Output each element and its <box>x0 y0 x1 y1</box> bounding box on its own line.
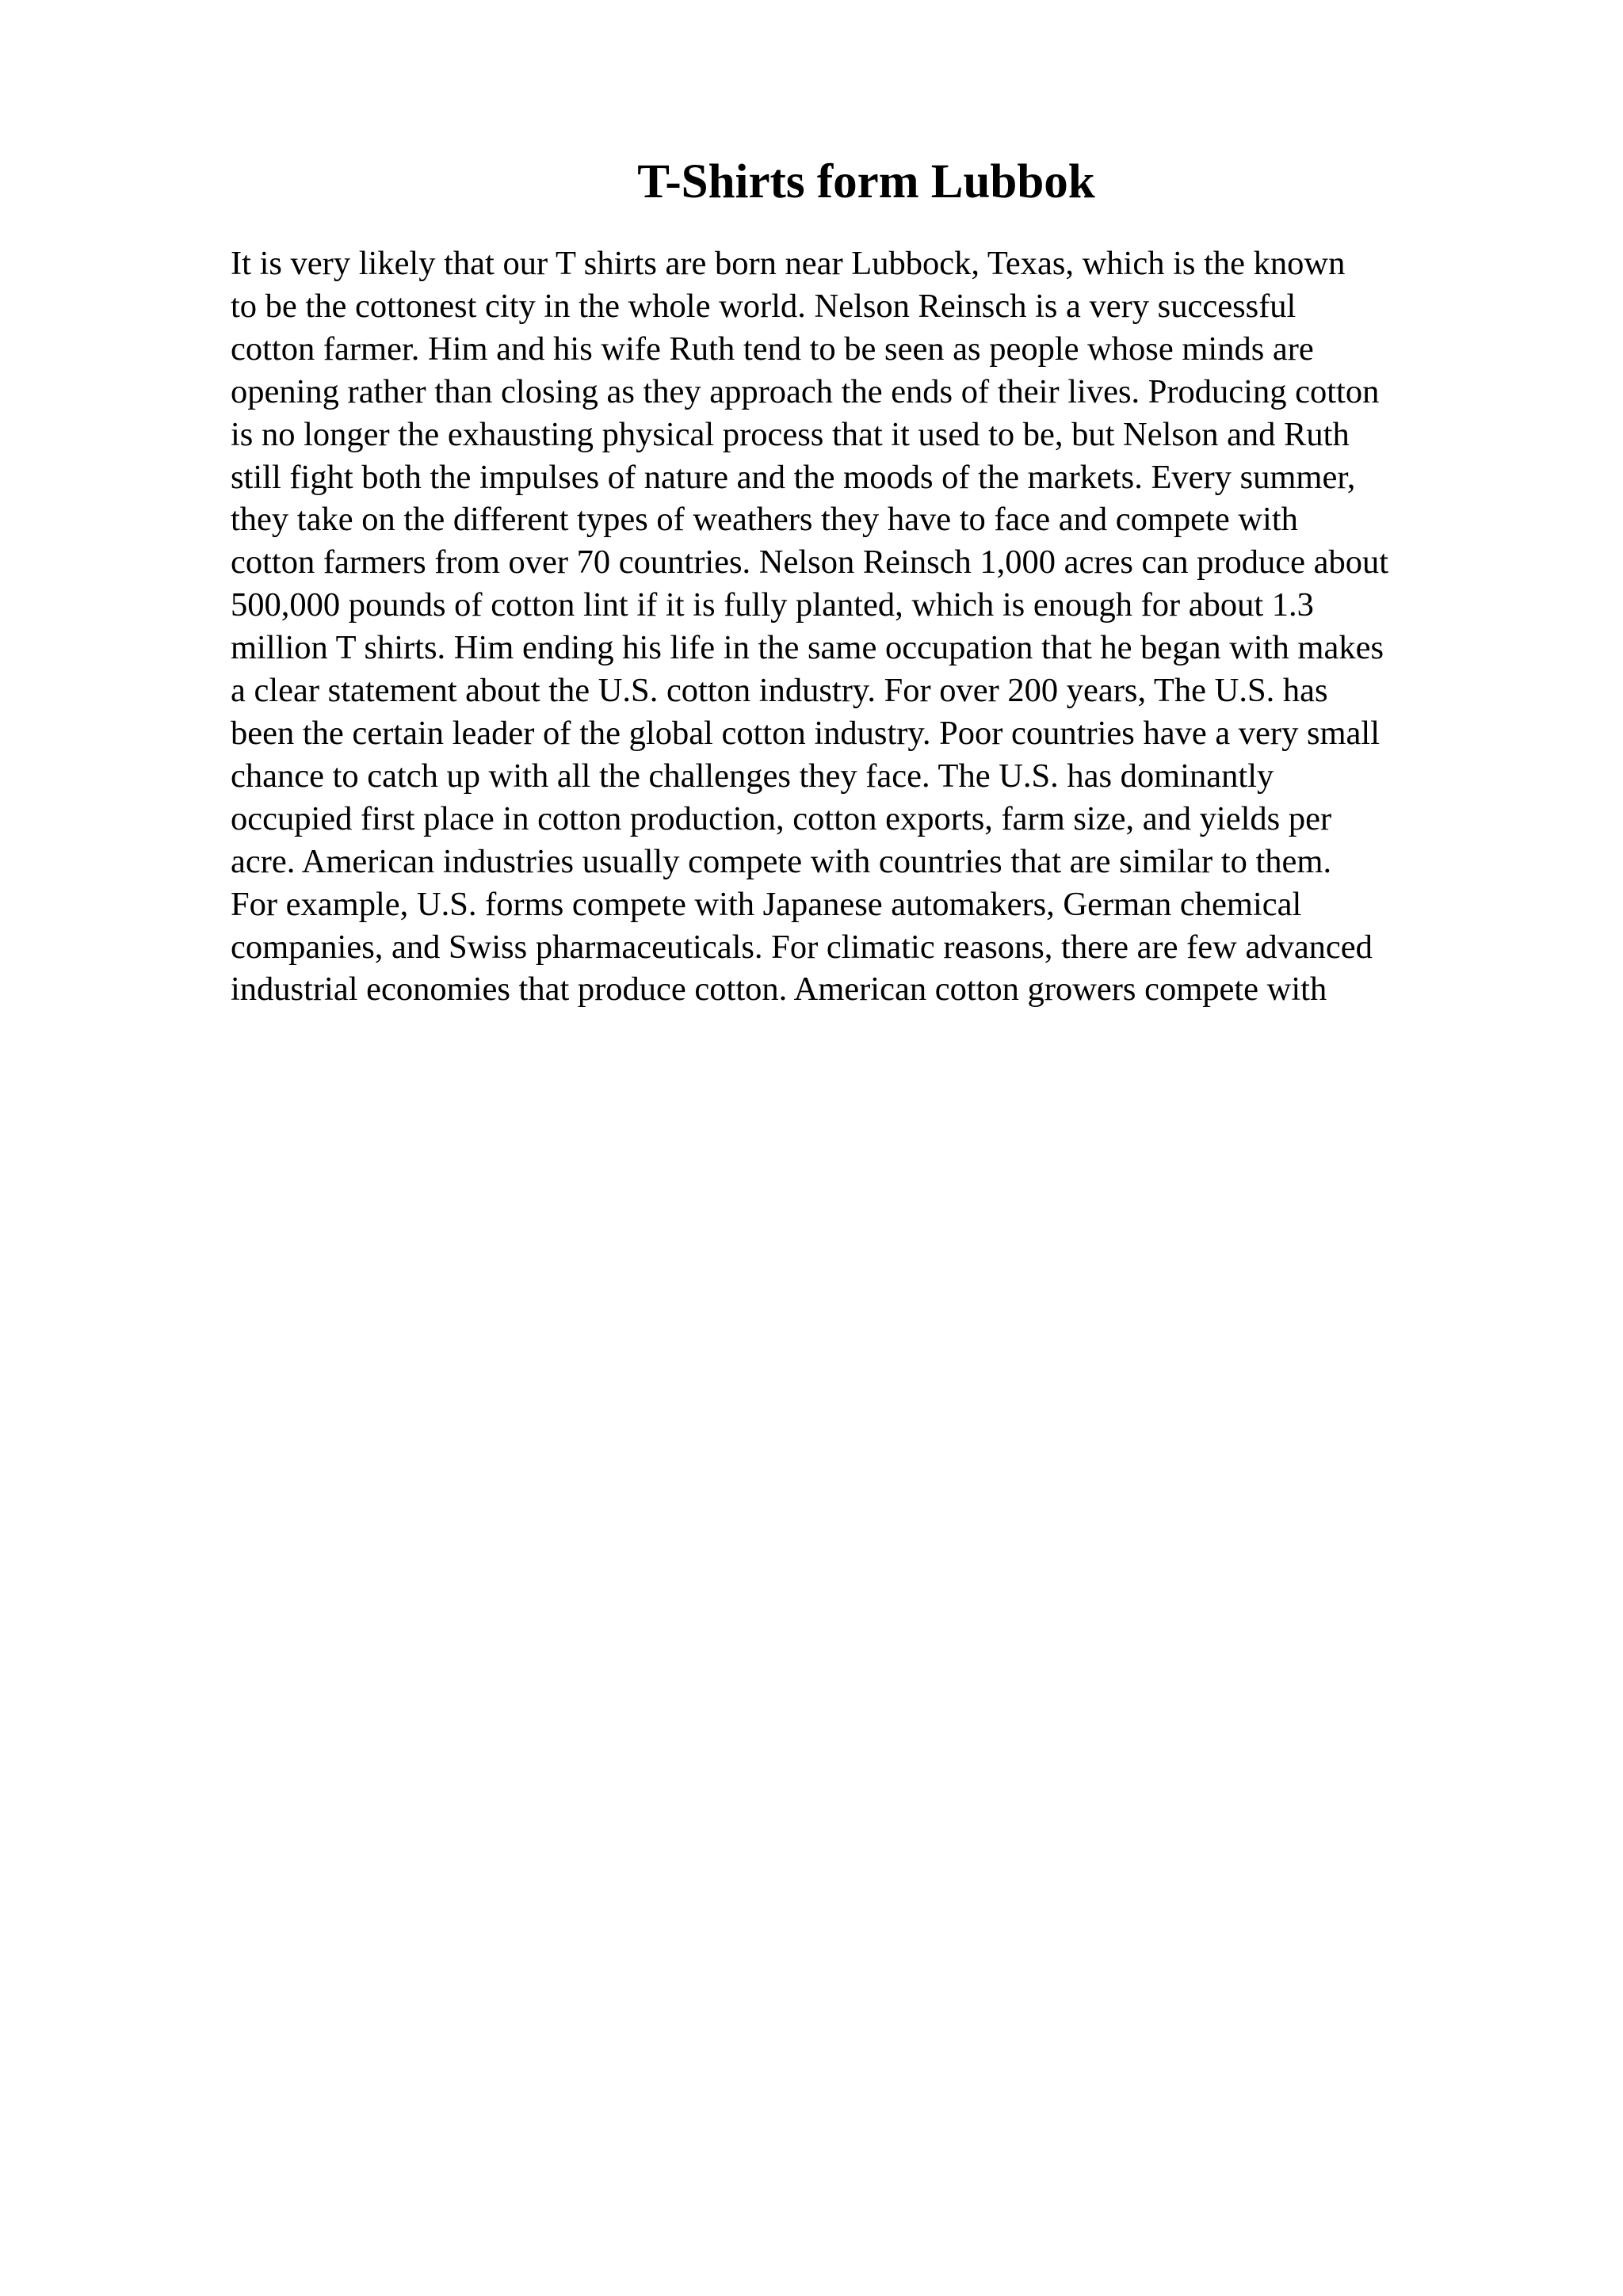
body-line: they take on the different types of weathers they have to face and compete with <box>231 501 1298 539</box>
body-line: to be the cottonest city in the whole world. Nelson Reinsch is a very successful <box>231 287 1296 325</box>
body-line: 500,000 pounds of cotton lint if it is fully planted, which is enough for about 1.3 <box>231 586 1314 624</box>
body-line: It is very likely that our T shirts are born near Lubbock, Texas, which is the known <box>231 245 1346 282</box>
body-line: industrial economies that produce cotton. American cotton growers compete with <box>231 971 1327 1009</box>
body-line: For example, U.S. forms compete with Japanese automakers, German chemical <box>231 885 1302 923</box>
body-line: million T shirts. Him ending his life in the same occupation that he began with makes <box>231 629 1384 667</box>
body-line: opening rather than closing as they approach the ends of their lives. Producing cotton <box>231 372 1380 410</box>
document-title: T-Shirts form Lubbok <box>637 155 1095 208</box>
body-line: is no longer the exhausting physical process that it used to be, but Nelson and Ruth <box>231 415 1350 453</box>
body-line: still fight both the impulses of nature and the moods of the markets. Every summer, <box>231 458 1356 496</box>
body-line: been the certain leader of the global cotton industry. Poor countries have a very small <box>231 714 1381 752</box>
body-line: a clear statement about the U.S. cotton industry. For over 200 years, The U.S. has <box>231 672 1328 710</box>
body-line: chance to catch up with all the challenges they face. The U.S. has dominantly <box>231 757 1274 795</box>
body-line: cotton farmer. Him and his wife Ruth tend to be seen as people whose minds are <box>231 330 1314 368</box>
body-line: cotton farmers from over 70 countries. Nelson Reinsch 1,000 acres can produce about <box>231 543 1389 582</box>
body-line: occupied first place in cotton production, cotton exports, farm size, and yields per <box>231 799 1332 837</box>
body-line: companies, and Swiss pharmaceuticals. For climatic reasons, there are few advanced <box>231 928 1373 966</box>
body-paragraph <box>231 242 1578 1011</box>
body-line: acre. American industries usually compete with countries that are similar to them. <box>231 842 1332 880</box>
